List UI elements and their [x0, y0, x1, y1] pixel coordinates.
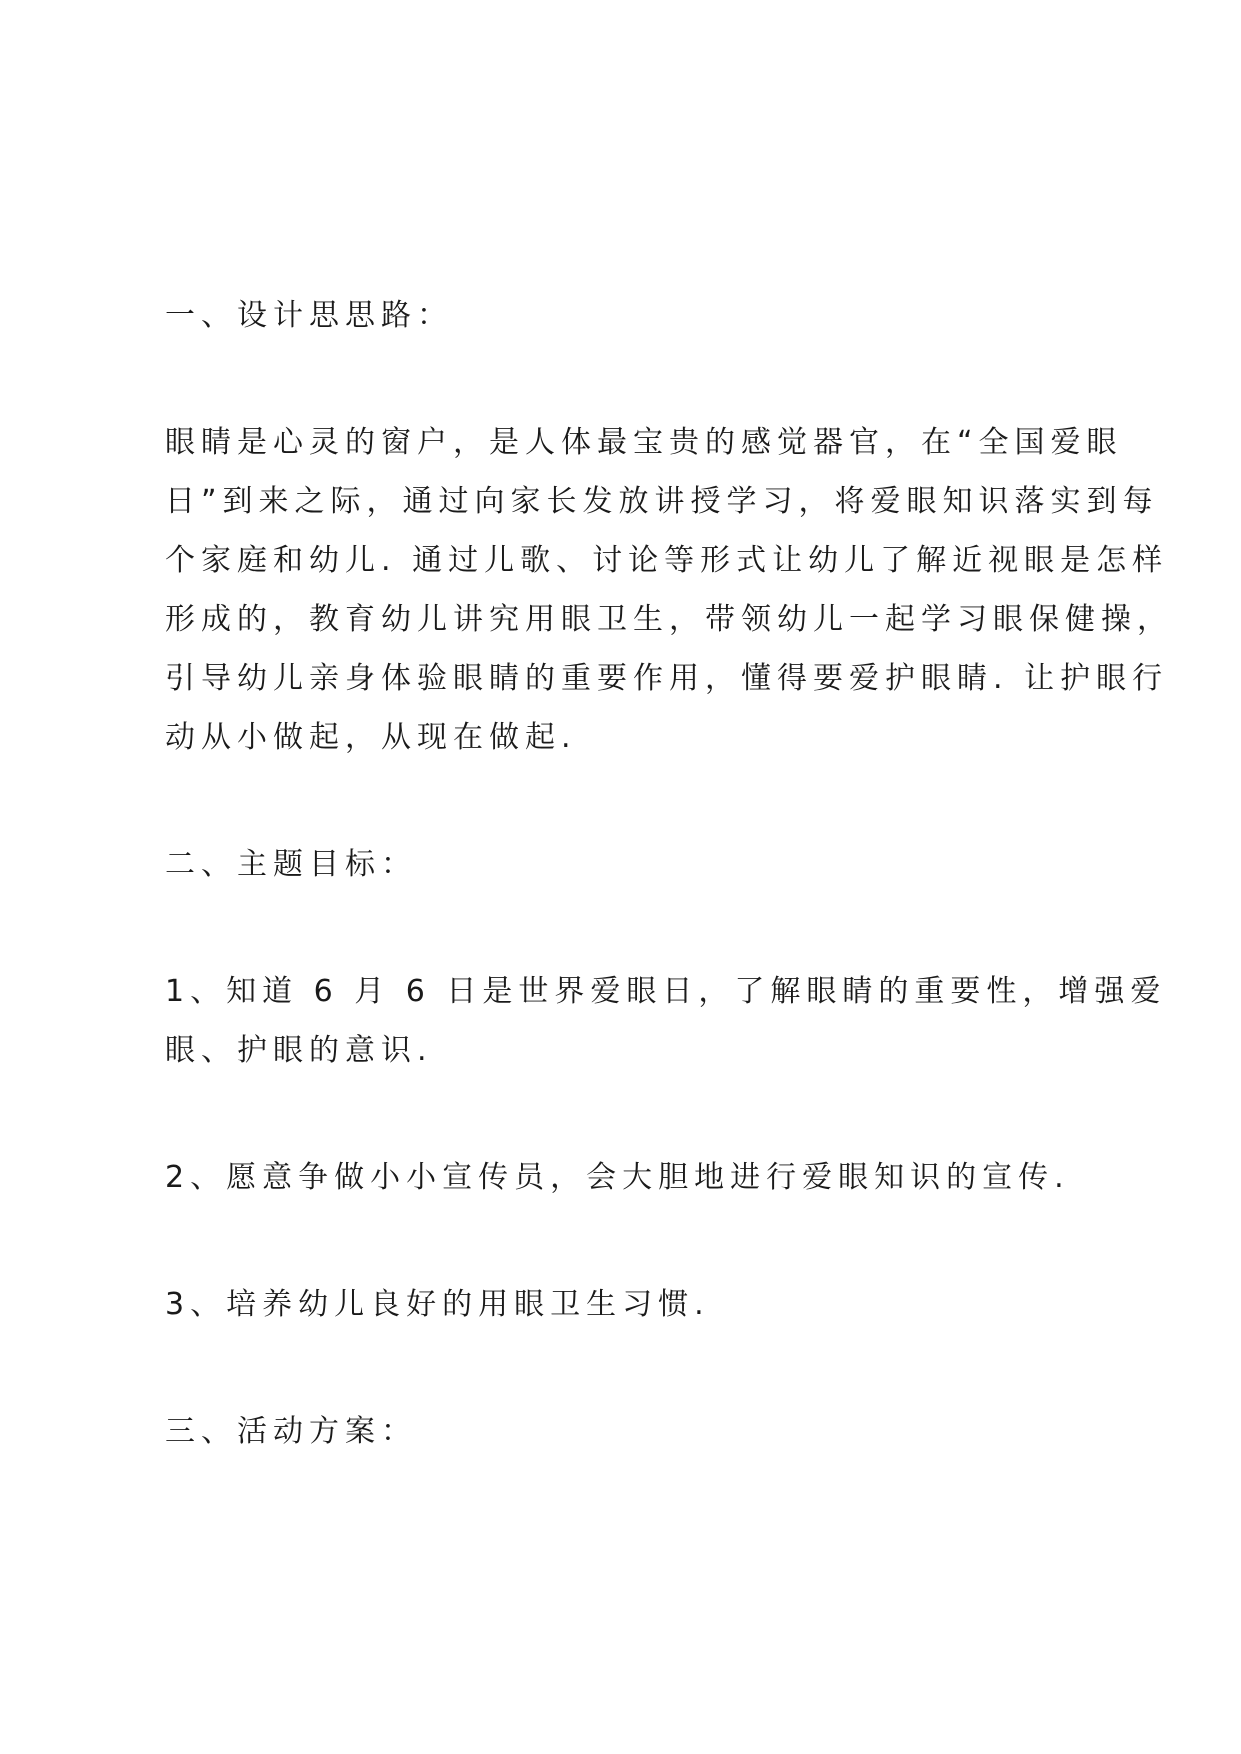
- paragraph-line: 个家庭和幼儿. 通过儿歌、讨论等形式让幼儿了解近视眼是怎样: [165, 543, 1169, 578]
- paragraph-line: 形成的，教育幼儿讲究用眼卫生，带领幼儿一起学习眼保健操，: [165, 602, 1173, 637]
- section-heading-activity-plan: 三、活动方案：: [165, 1414, 417, 1449]
- goal-item-1-line: 眼、护眼的意识.: [165, 1033, 433, 1068]
- paragraph-line: 日”到来之际，通过向家长发放讲授学习，将爱眼知识落实到每: [165, 484, 1159, 519]
- paragraph-line: 眼睛是心灵的窗户，是人体最宝贵的感觉器官，在“全国爱眼: [165, 425, 1123, 460]
- goal-item-3: 3、培养幼儿良好的用眼卫生习惯.: [165, 1287, 710, 1322]
- paragraph-line: 动从小做起，从现在做起.: [165, 720, 577, 755]
- goal-item-1-line: 1、知道 6 月 6 日是世界爱眼日，了解眼睛的重要性，增强爱: [165, 974, 1167, 1009]
- paragraph-line: 引导幼儿亲身体验眼睛的重要作用，懂得要爱护眼睛. 让护眼行: [165, 661, 1169, 696]
- section-heading-design-idea: 一、设计思思路：: [165, 298, 453, 333]
- goal-item-2: 2、愿意争做小小宣传员，会大胆地进行爱眼知识的宣传.: [165, 1160, 1070, 1195]
- section-heading-theme-goals: 二、主题目标：: [165, 847, 417, 882]
